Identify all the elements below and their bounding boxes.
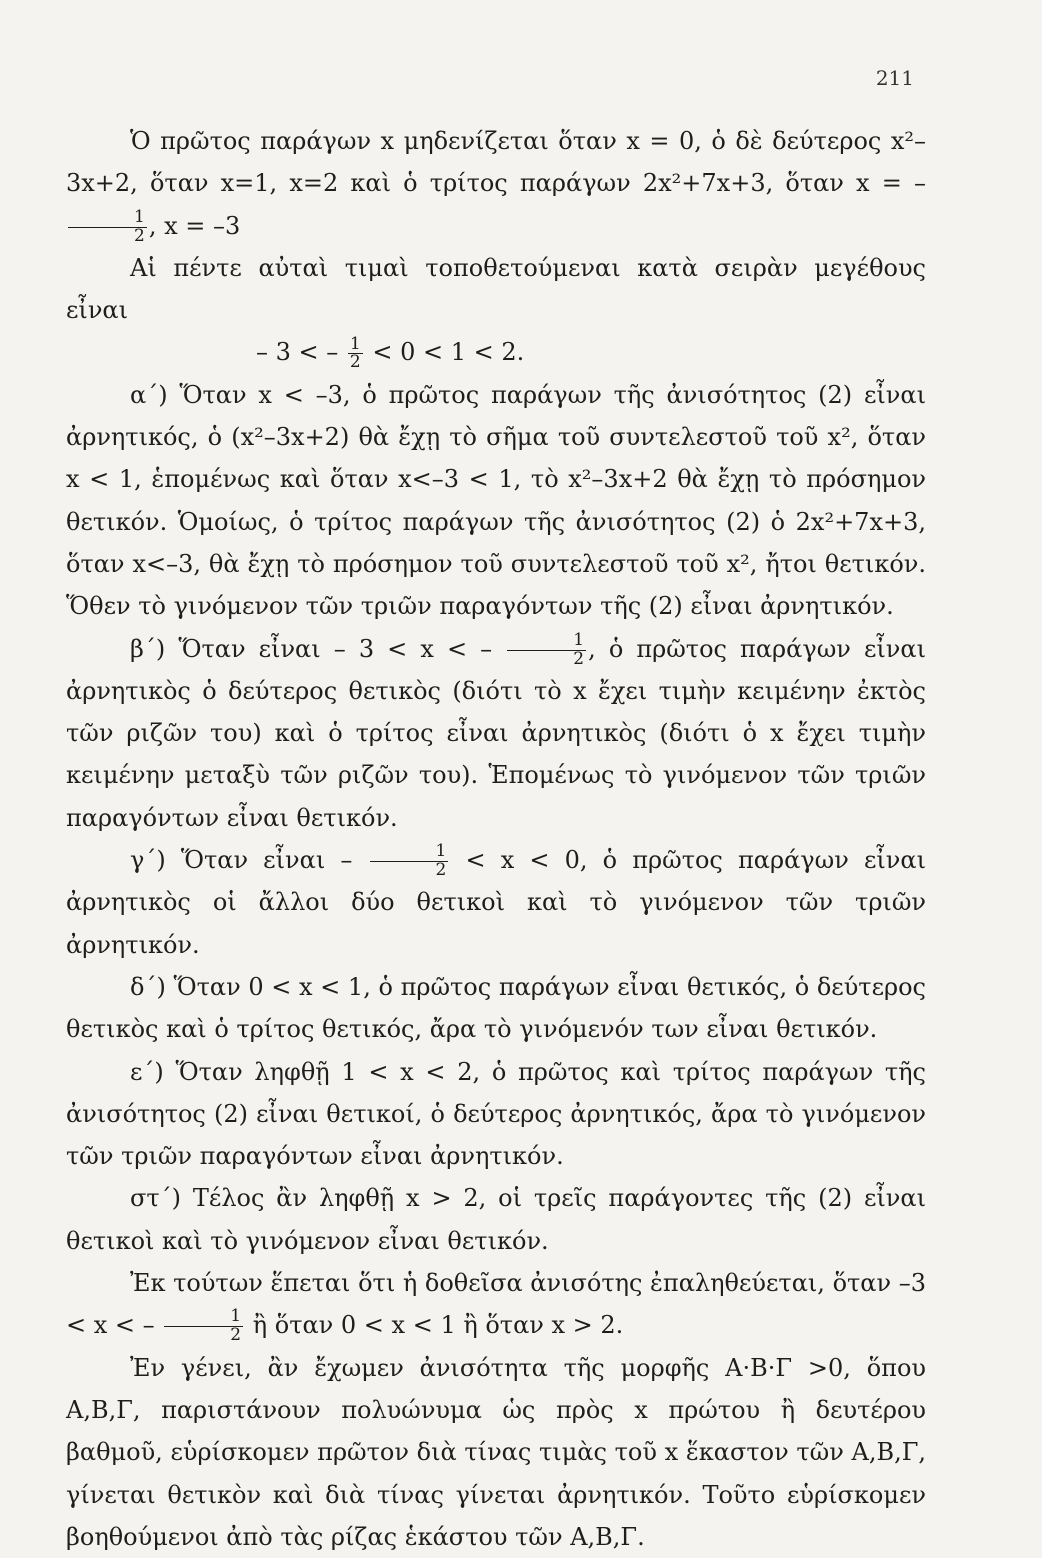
text-run: Ἐκ τούτων ἕπεται ὅτι ἡ δοθεῖσα ἀνισότης ἐπαληθεύεται, ὅταν –3 < x < – [66,1269,926,1340]
text-run: β΄) Ὅταν εἶναι – 3 < x < – [130,634,506,663]
text-run: γ΄) Ὅταν εἶναι – [130,846,368,875]
text-run: – 3 < – [256,338,346,367]
text-run: στ΄) Τέλος ἂν ληφθῇ x > 2, οἱ τρεῖς παράγοντες τῆς (2) εἶναι θετικοὶ καὶ τὸ γινόμενον εἶναι θετικόν. [66,1184,926,1255]
paragraph-ordering [66,247,926,332]
fraction-denominator: 2 [435,860,447,881]
paragraph-case-stigma [66,1177,926,1262]
fraction [348,333,363,373]
fraction-numerator: 1 [164,1308,243,1327]
text-run: ἢ ὅταν 0 < x < 1 ἢ ὅταν x > 2. [245,1311,624,1340]
text-run: α΄) Ὅταν x < –3, ὁ πρῶτος παράγων τῆς ἀνισότητος (2) εἶναι ἀρνητικός, ὁ (x²–3x+2) θὰ ἔχῃ τὸ σῆμα τοῦ συντελεστοῦ τοῦ x², ὅταν x < 1, ἑπομένως καὶ ὅταν x<–3 < 1, τὸ x²–3x+2 θὰ ἔχῃ τὸ πρόσημον θετικόν. Ὁμοίως, ὁ τρίτος παράγων τῆς ἀνισότητος (2) ὁ 2x²+7x+3, ὅταν x<–3, θὰ ἔχῃ τὸ πρόσημον τοῦ συντελεστοῦ τοῦ x², ἤτοι θετικόν. Ὅθεν τὸ γινόμενον τῶν τριῶν παραγόντων τῆς (2) εἶναι ἀρνητικόν. [66,380,926,621]
paragraph-case-alpha [66,374,926,628]
text-run: < x < 0, ὁ πρῶτος παράγων εἶναι ἀρνητικὸς οἱ ἄλλοι δύο θετικοὶ καὶ τὸ γινόμενον τῶν τριῶν ἀρνητικόν. [66,846,927,959]
paragraph-roots [66,120,926,247]
paragraph-case-delta [66,966,926,1051]
fraction [507,629,586,669]
paragraph-case-beta [66,628,926,839]
text-run: ε΄) Ὅταν ληφθῇ 1 < x < 2, ὁ πρῶτος καὶ τρίτος παράγων τῆς ἀνισότητος (2) εἶναι θετικοί, ὁ δεύτερος ἀρνητικός, ἄρα τὸ γινόμενον τῶν τριῶν παραγόντων εἶναι ἀρνητικόν. [66,1057,926,1171]
fraction-denominator: 2 [230,1325,242,1346]
fraction [370,843,449,880]
text-run: < 0 < 1 < 2. [364,338,525,367]
fraction-denominator: 2 [573,648,585,669]
fraction-denominator: 2 [349,352,361,373]
page-number: 211 [875,66,914,90]
body-text [66,120,926,1558]
centered-equation [256,331,524,373]
text-run: Ὁ πρῶτος παράγων x μηδενίζεται ὅταν x = 0, ὁ δὲ δεύτερος x²–3x+2, ὅταν x=1, x=2 καὶ ὁ τρίτος παράγων 2x²+7x+3, ὅταν x = – [66,127,926,198]
text-run: , ὁ πρῶτος παράγων εἶναι ἀρνητικὸς ὁ δεύτερος θετικὸς (διότι τὸ x ἔχει τιμὴν κειμένην ἐκτὸς τῶν ριζῶν του) καὶ ὁ τρίτος εἶναι ἀρνητικὸς (διότι ὁ x ἔχει τιμὴν κειμένην μεταξὺ τῶν ριζῶν του). Ἑπομένως τὸ γινόμενον τῶν τριῶν παραγόντων εἶναι θετικόν. [66,634,926,832]
paragraph-case-gamma [66,839,926,966]
text-run: Αἱ πέντε αὐταὶ τιμαὶ τοποθετούμεναι κατὰ σειρὰν μεγέθους εἶναι [66,253,926,325]
paragraph-general-method [66,1347,926,1558]
fraction-numerator: 1 [507,632,586,651]
fraction-numerator: 1 [370,843,449,862]
fraction [68,206,147,246]
paragraph-case-epsilon [66,1051,926,1178]
text-run: δ΄) Ὅταν 0 < x < 1, ὁ πρῶτος παράγων εἶναι θετικός, ὁ δεύτερος θετικὸς καὶ ὁ τρίτος θετικός, ἄρα τὸ γινόμενόν των εἶναι θετικόν. [66,972,926,1044]
paragraph-conclusion [66,1262,926,1347]
text-run: , x = –3 [148,211,241,240]
fraction [164,1308,243,1345]
text-run: Ἐν γένει, ἂν ἔχωμεν ἀνισότητα τῆς μορφῆς Α·Β·Γ >0, ὅπου Α,Β,Γ, παριστάνουν πολυώνυμα ὡς πρὸς x πρώτου ἢ δευτέρου βαθμοῦ, εὑρίσκομεν πρῶτον διὰ τίνας τιμὰς τοῦ x ἕκαστον τῶν Α,Β,Γ, γίνεται θετικὸν καὶ διὰ τίνας γίνεται ἀρνητικόν. Τοῦτο εὑρίσκομεν βοηθούμενοι ἀπὸ τὰς ρίζας ἑκάστου τῶν Α,Β,Γ. [66,1353,926,1551]
fraction-numerator: 1 [349,333,361,354]
fraction-numerator: 1 [68,209,147,228]
fraction-denominator: 2 [134,225,145,246]
ordering-inequality [66,331,926,373]
